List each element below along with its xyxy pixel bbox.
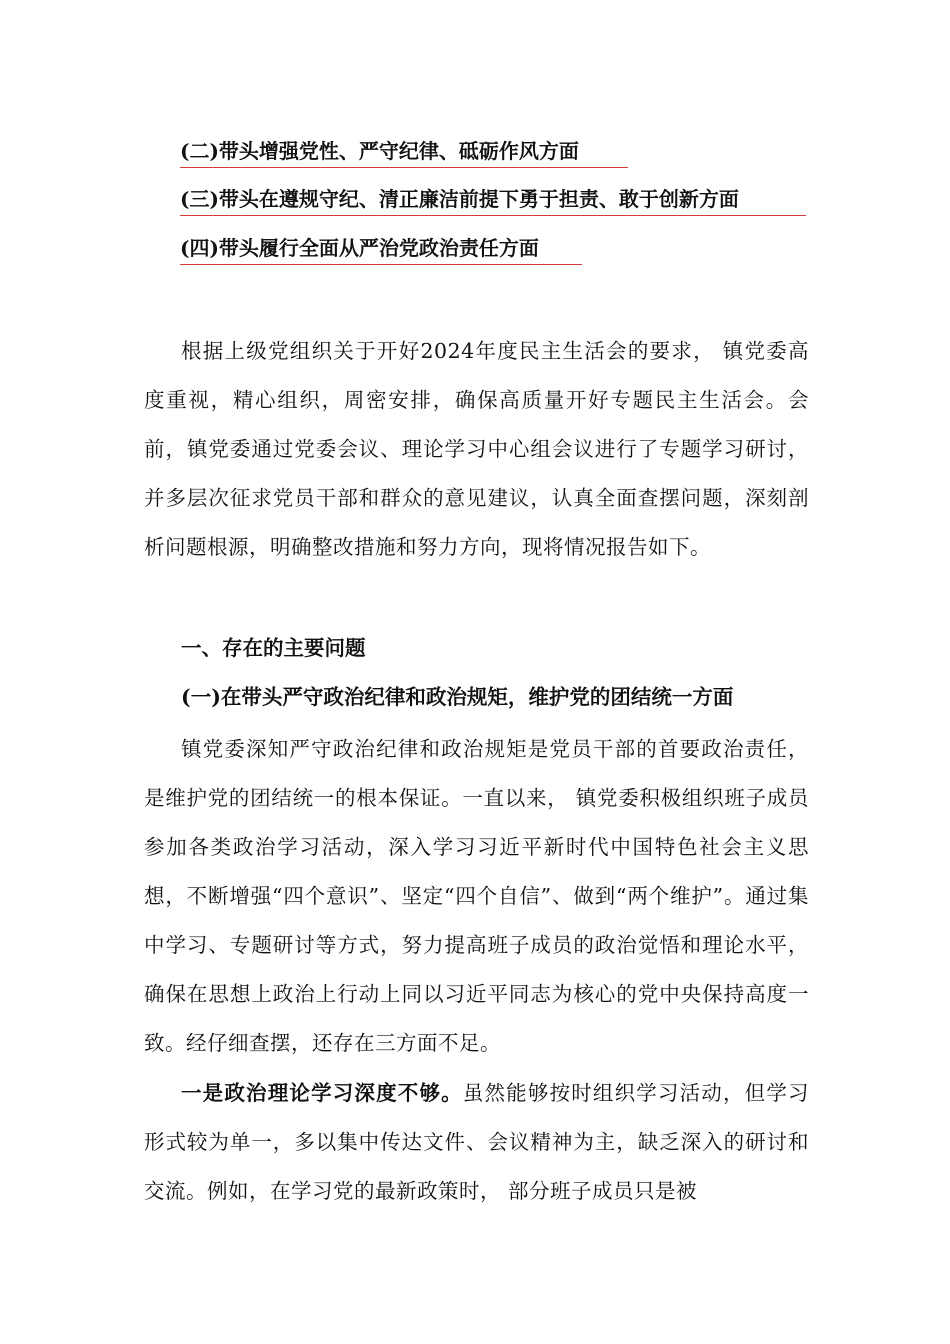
toc-item-3[interactable]: (三)带头在遵规守纪、清正廉洁前提下勇于担责、敢于创新方面	[180, 183, 806, 216]
intro-paragraph: 根据上级党组织关于开好2024年度民主生活会的要求， 镇党委高度重视，精心组织，周密安排，确保高质量开好专题民主生活会。会前，镇党委通过党委会议、理论学习中心组会议进行了专题学习研讨，并多层次征求党员干部和群众的意见建议，认真全面查摆问题，深刻剖析问题根源，明确整改措施和努力方向，现将情况报告如下。	[144, 339, 809, 559]
toc-item-4[interactable]: (四)带头履行全面从严治党政治责任方面	[180, 232, 582, 265]
subsection-1-body: 镇党委深知严守政治纪律和政治规矩是党员干部的首要政治责任，是维护党的团结统一的根本保证。一直以来， 镇党委积极组织班子成员参加各类政治学习活动，深入学习习近平新时代中国特色社会主义思想，不断增强“四个意识”、坚定“四个自信”、做到“两个维护”。通过集中学习、专题研讨等方式，努力提高班子成员的政治觉悟和理论水平，确保在思想上政治上行动上同以习近平同志为核心的党中央保持高度一致。经仔细查摆，还存在三方面不足。	[144, 737, 809, 1055]
section-1-title: 一、存在的主要问题	[181, 636, 366, 660]
point-1-paragraph	[144, 1069, 809, 1216]
point-1-lead: 一是政治理论学习深度不够。	[181, 1081, 463, 1105]
subsection-1-title: (一)在带头严守政治纪律和政治规矩，维护党的团结统一方面	[181, 685, 734, 709]
point-1-body: 虽然能够按时组织学习活动，但学习形式较为单一，多以集中传达文件、会议精神为主，缺乏深入的研讨和交流。例如，在学习党的最新政策时， 部分班子成员只是被	[144, 1081, 810, 1203]
toc-item-2[interactable]: (二)带头增强党性、严守纪律、砥砺作风方面	[180, 135, 628, 168]
